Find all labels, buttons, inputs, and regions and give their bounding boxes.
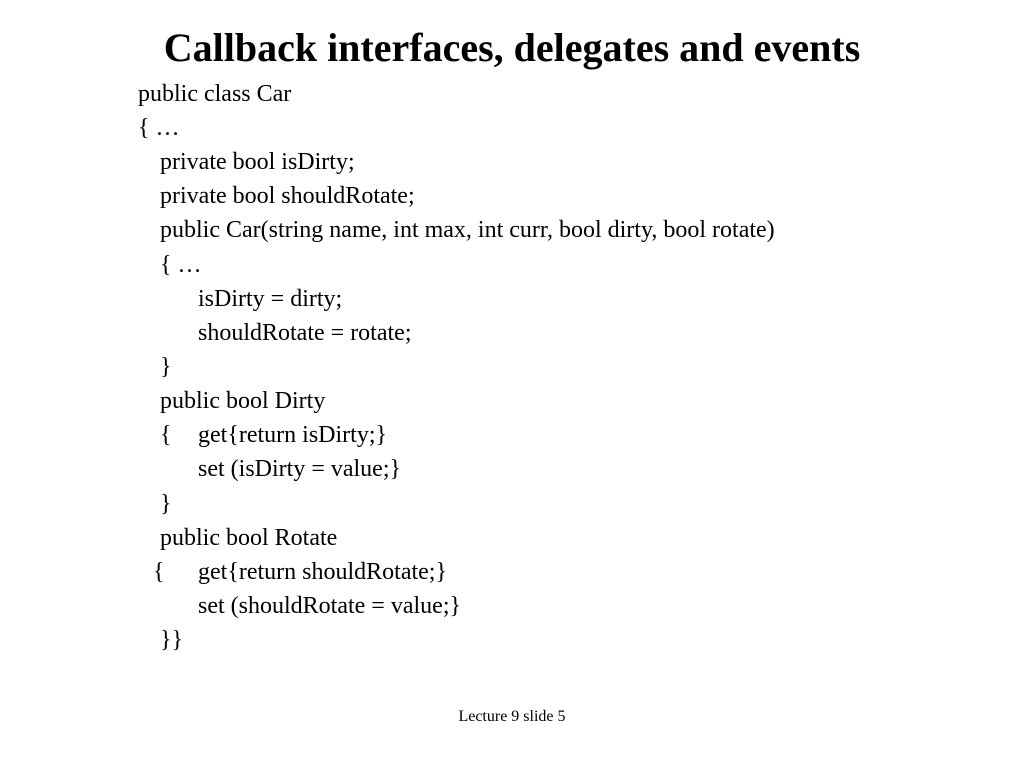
- code-line: shouldRotate = rotate;: [198, 320, 412, 346]
- code-line: private bool shouldRotate;: [160, 183, 415, 209]
- slide-footer: Lecture 9 slide 5: [458, 708, 566, 725]
- code-line: { …: [138, 115, 180, 141]
- code-line: {: [153, 559, 165, 585]
- code-line: { …: [160, 252, 202, 278]
- code-line: get{return shouldRotate;}: [198, 559, 447, 585]
- code-line: isDirty = dirty;: [198, 286, 343, 312]
- slide-title: Callback interfaces, delegates and events: [163, 25, 861, 70]
- code-line: set (shouldRotate = value;}: [198, 593, 462, 619]
- code-line: set (isDirty = value;}: [198, 456, 402, 482]
- code-line: private bool isDirty;: [160, 149, 355, 175]
- code-line: }: [160, 491, 172, 517]
- code-line: public class Car: [138, 81, 292, 107]
- code-line: get{return isDirty;}: [198, 422, 387, 448]
- code-line: public bool Rotate: [160, 525, 338, 551]
- code-line: public Car(string name, int max, int curr, bool dirty, bool rotate): [160, 217, 775, 243]
- code-line: }: [160, 354, 172, 380]
- code-line: public bool Dirty: [160, 388, 326, 414]
- code-line: }}: [160, 627, 184, 653]
- code-line: {: [160, 422, 172, 448]
